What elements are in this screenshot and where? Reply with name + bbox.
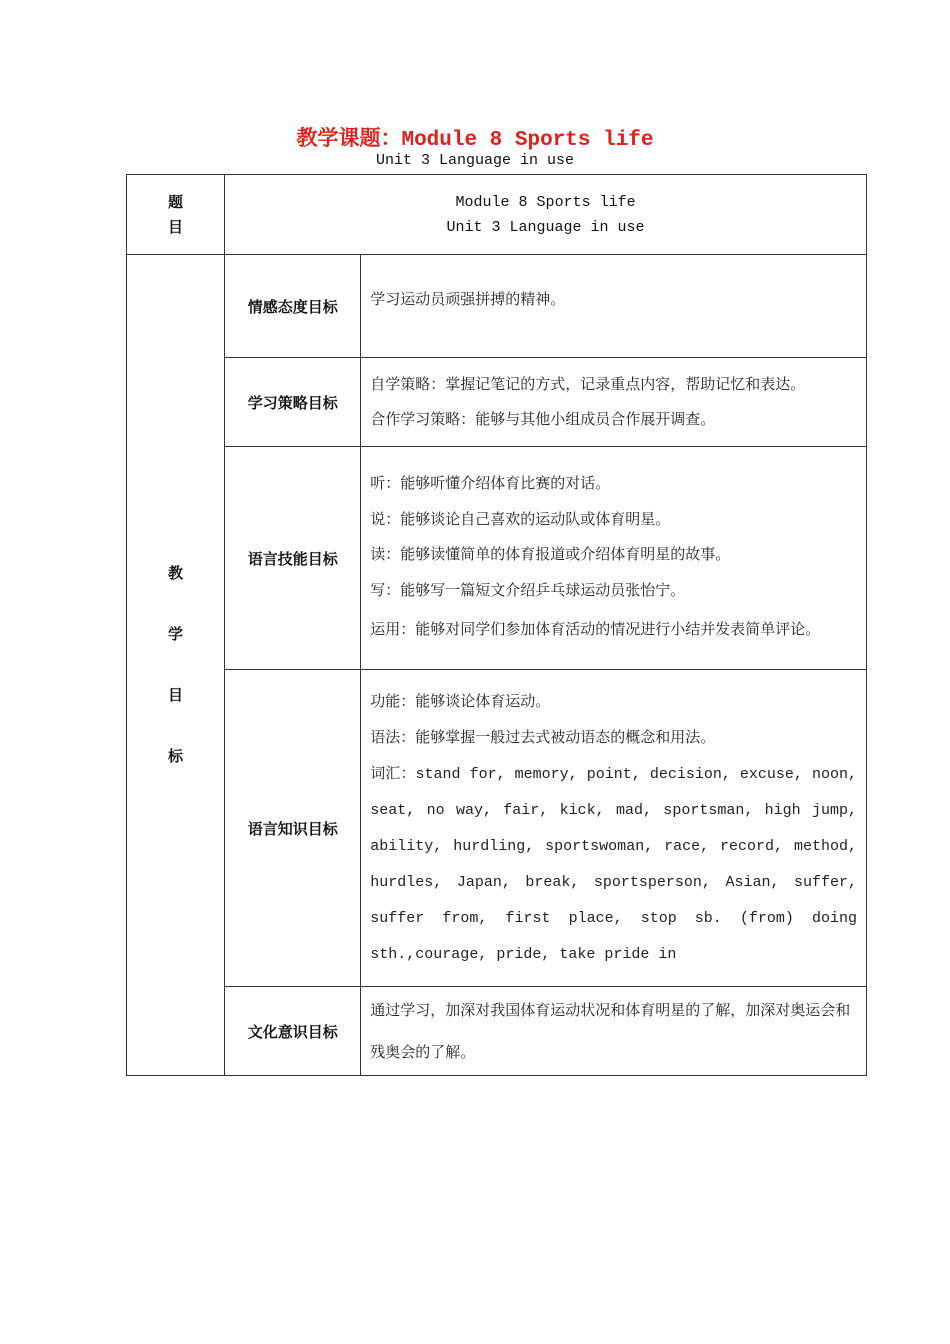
topic-line: Unit 3 Language in use [446, 218, 645, 236]
content-line: 写：能够写一篇短文介绍乒乓球运动员张怡宁。 [370, 580, 686, 599]
goal-row-culture [127, 987, 867, 1076]
topic-label-char: 目 [168, 217, 184, 236]
goals-label-char: 教 [168, 564, 184, 582]
goal-row-strategy [127, 358, 867, 447]
vocabulary-list [370, 755, 857, 973]
goals-label-cell [127, 255, 225, 1076]
goal-row-knowledge [127, 670, 867, 987]
topic-cell [225, 175, 867, 255]
content-line: 说：能够谈论自己喜欢的运动队或体育明星。 [370, 509, 671, 528]
content-line: 功能：能够谈论体育运动。 [370, 692, 551, 710]
row-content [361, 255, 867, 358]
content-line: 合作学习策略：能够与其他小组成员合作展开调查。 [370, 410, 716, 428]
row-label: 语言知识目标 [225, 670, 361, 987]
goals-label-char: 目 [168, 686, 184, 704]
content-line: 自学策略：掌握记笔记的方式，记录重点内容，帮助记忆和表达。 [370, 375, 806, 393]
goals-label-char: 学 [168, 625, 184, 643]
title-main: Module 8 Sports life [401, 129, 654, 152]
row-content [361, 358, 867, 447]
topic-line: Module 8 Sports life [455, 193, 636, 211]
row-label: 文化意识目标 [225, 987, 361, 1076]
title-prefix: 教学课题： [296, 126, 402, 150]
content-line: 运用：能够对同学们参加体育活动的情况进行小结并发表简单评论。 [370, 620, 821, 638]
topic-label-char: 题 [168, 192, 184, 211]
content-line: 语法：能够掌握一般过去式被动语态的概念和用法。 [370, 728, 716, 746]
goal-row-skills [127, 447, 867, 670]
content-line: 听：能够听懂介绍体育比赛的对话。 [370, 474, 611, 492]
topic-label-cell [127, 175, 225, 255]
row-label: 语言技能目标 [225, 447, 361, 670]
vocab-prefix: 词汇： [370, 764, 416, 782]
row-content [361, 670, 867, 987]
content-line: 通过学习，加深对我国体育运动状况和体育明星的了解，加深对奥运会和残奥会的了解。 [370, 1001, 851, 1061]
goals-label-char: 标 [168, 747, 184, 765]
topic-row [127, 175, 867, 255]
row-content [361, 447, 867, 670]
page-title [0, 122, 950, 152]
content-line: 学习运动员顽强拼搏的精神。 [370, 290, 566, 308]
goal-row-affect [127, 255, 867, 358]
page-subtitle: Unit 3 Language in use [375, 152, 575, 169]
row-label: 学习策略目标 [225, 358, 361, 447]
vocab-text: stand for, memory, point, decision, excuse, noon, seat, no way, fair, kick, mad, sportsman, high jump, ability, hurdling, sportswoman, race, record, method, hurdles, Japan, break, sportsperson, Asian, suffer, suffer from, first place, stop sb. (from) doing sth.,courage, pride, take pride in [370, 766, 857, 963]
lesson-plan-table [126, 174, 867, 1076]
content-line: 读：能够读懂简单的体育报道或介绍体育明星的故事。 [370, 545, 731, 563]
row-content [361, 987, 867, 1076]
row-label: 情感态度目标 [225, 255, 361, 358]
